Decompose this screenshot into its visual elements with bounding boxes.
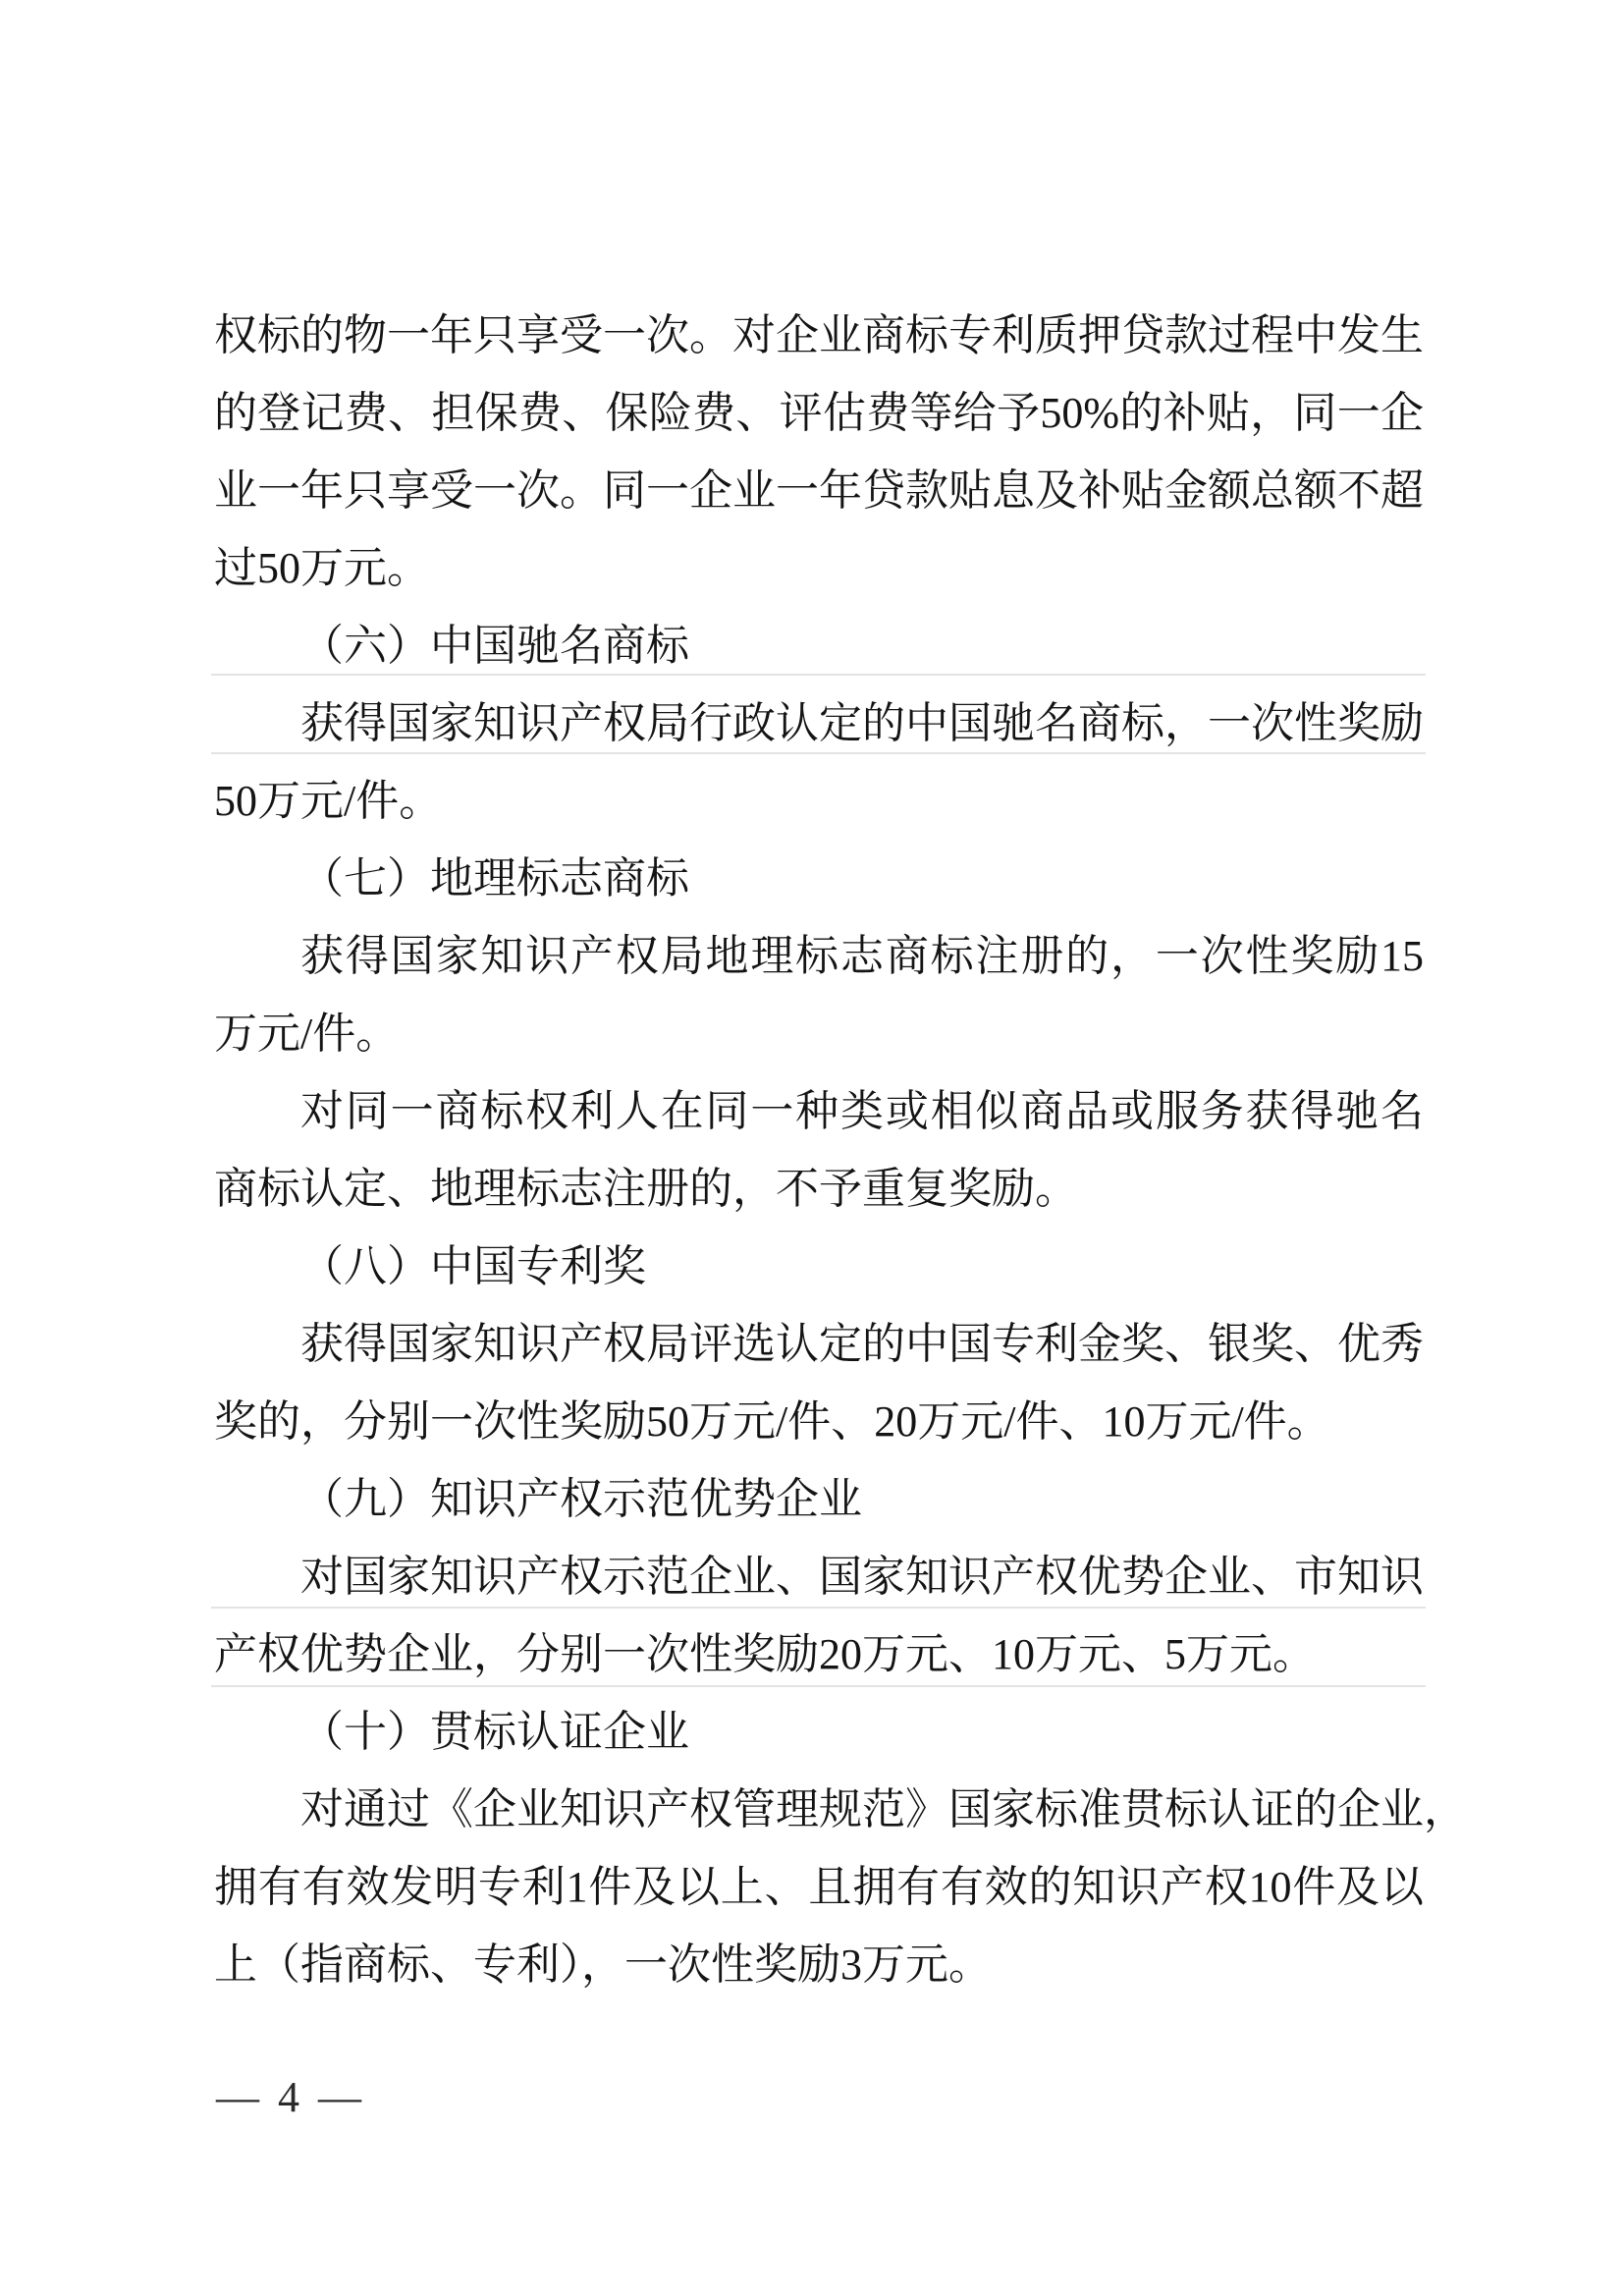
document-body bbox=[214, 297, 1467, 2003]
text-line: 获得国家知识产权局评选认定的中国专利金奖、银奖、优秀 bbox=[300, 1320, 1424, 1368]
text-line: 50万元/件。 bbox=[214, 777, 443, 825]
text-line: 获得国家知识产权局地理标志商标注册的，一次性奖励15 bbox=[300, 932, 1424, 980]
text-line: （八）中国专利奖 bbox=[300, 1242, 646, 1290]
text-line: 对同一商标权利人在同一种类或相似商品或服务获得驰名 bbox=[300, 1087, 1424, 1135]
text-line: 上（指商标、专利），一次性奖励3万元。 bbox=[214, 1941, 992, 1989]
text-line: 对国家知识产权示范企业、国家知识产权优势企业、市知识 bbox=[300, 1553, 1424, 1601]
text-line: （七）地理标志商标 bbox=[300, 854, 689, 902]
text-line: （六）中国驰名商标 bbox=[300, 622, 689, 670]
text-line: 产权优势企业，分别一次性奖励20万元、10万元、5万元。 bbox=[214, 1630, 1316, 1678]
text-line: （九）知识产权示范优势企业 bbox=[300, 1475, 862, 1523]
page-number: — 4 — bbox=[216, 2073, 362, 2121]
text-line: 万元/件。 bbox=[214, 1010, 400, 1058]
text-line: （十）贯标认证企业 bbox=[300, 1708, 689, 1756]
page-footer bbox=[216, 2074, 362, 2121]
text-line: 过50万元。 bbox=[214, 544, 430, 592]
text-line: 获得国家知识产权局行政认定的中国驰名商标，一次性奖励 bbox=[300, 699, 1424, 747]
text-line: 拥有有效发明专利1件及以上、且拥有有效的知识产权10件及以 bbox=[214, 1863, 1424, 1911]
text-line: 业一年只享受一次。同一企业一年贷款贴息及补贴金额总额不超 bbox=[214, 466, 1424, 515]
text-line: 商标认定、地理标志注册的，不予重复奖励。 bbox=[214, 1165, 1078, 1213]
text-line: 的登记费、担保费、保险费、评估费等给予50%的补贴，同一企 bbox=[214, 389, 1424, 437]
text-line: 权标的物一年只享受一次。对企业商标专利质押贷款过程中发生 bbox=[214, 311, 1424, 359]
text-line: 对通过《企业知识产权管理规范》国家标准贯标认证的企业， bbox=[300, 1785, 1467, 1833]
text-line: 奖的，分别一次性奖励50万元/件、20万元/件、10万元/件。 bbox=[214, 1397, 1330, 1446]
